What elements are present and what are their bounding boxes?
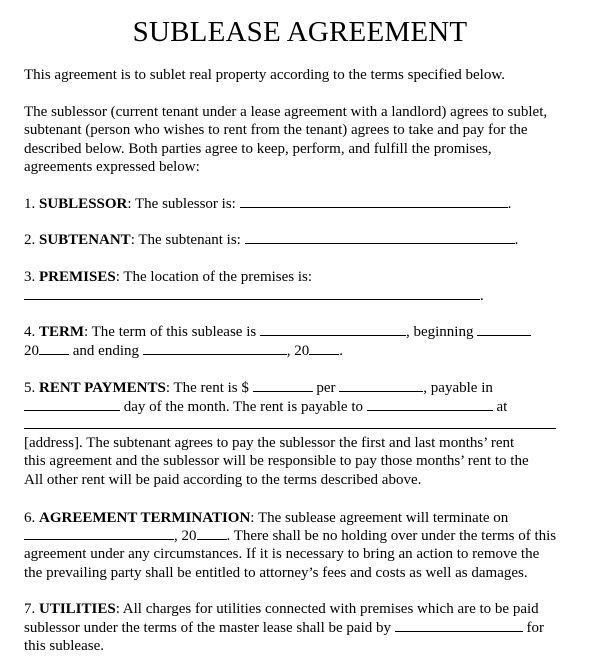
utilities-payer-blank[interactable] (395, 619, 523, 632)
termination-line-2: , 20 . There shall be no holding over under the terms of this (24, 527, 556, 546)
paragraph-line: subtenant (person who wishes to rent from the tenant) agrees to take and pay for the (24, 122, 528, 138)
term-end-year-blank[interactable] (309, 342, 339, 355)
termination-year-blank[interactable] (197, 527, 227, 540)
paragraph-line: agreements expressed below: (24, 159, 200, 175)
section-term: 4. TERM: The term of this sublease is , beginning (24, 323, 531, 342)
premises-location-blank[interactable] (24, 287, 480, 300)
section-number: 4. (24, 324, 36, 340)
section-text: : The sublessor is: (127, 196, 236, 212)
section-premises (24, 268, 312, 287)
section-text: : The rent is $ (165, 380, 249, 396)
termination-date-blank[interactable] (24, 527, 174, 540)
section-heading: RENT PAYMENTS (39, 380, 166, 396)
section-heading: UTILITIES (39, 601, 116, 617)
section-text: : The subtenant is: (130, 232, 241, 248)
section-heading: SUBLESSOR (39, 196, 128, 212)
paragraph-line: this agreement and the sublessor will be responsible to pay those months’ rent to the (24, 453, 529, 469)
sublessor-name-blank[interactable] (240, 195, 508, 208)
paragraph-line: [address]. The subtenant agrees to pay the sublessor the first and last months’ rent (24, 435, 515, 451)
section-text: : The sublease agreement will terminate on (250, 510, 509, 526)
page-title: SUBLEASE AGREEMENT (132, 16, 468, 48)
rent-payee-blank[interactable] (367, 398, 493, 411)
paragraph-line: agreement under any circumstances. If it is necessary to bring an action to remove the (24, 546, 540, 562)
subtenant-name-blank[interactable] (245, 231, 515, 244)
section-text: : The location of the premises is: (115, 269, 313, 285)
term-begin-year-blank[interactable] (39, 342, 69, 355)
term-length-blank[interactable] (260, 323, 406, 336)
section-termination (24, 509, 508, 528)
rent-amount-blank[interactable] (253, 379, 313, 392)
section-text: : The term of this sublease is (84, 324, 257, 340)
rent-day-blank[interactable] (24, 398, 120, 411)
section-heading: PREMISES (39, 269, 116, 285)
paragraph-line: described below. Both parties agree to keep, perform, and fulfill the promises, (24, 141, 492, 157)
rent-address-line (24, 416, 556, 435)
intro-text: This agreement is to sublet real property according to the terms specified below. (24, 67, 505, 83)
utilities-line-2: sublessor under the terms of the master lease shall be paid by for (24, 620, 544, 636)
section-number: 7. (24, 601, 36, 617)
rent-line-2: day of the month. The rent is payable to at (24, 398, 507, 417)
section-heading: AGREEMENT TERMINATION (39, 510, 251, 526)
paragraph-line: All other rent will be paid according to the terms described above. (24, 472, 422, 488)
rent-address-blank[interactable] (24, 416, 556, 429)
section-number: 5. (24, 380, 36, 396)
term-begin-blank[interactable] (477, 323, 531, 336)
section-rent: 5. RENT PAYMENTS: The rent is $ per , payable in (24, 380, 493, 396)
term-end-blank[interactable] (143, 342, 287, 355)
section-number: 3. (24, 269, 36, 285)
rent-period-blank[interactable] (339, 379, 423, 392)
section-utilities (24, 600, 539, 619)
section-number: 1. (24, 196, 36, 212)
section-subtenant: 2. SUBTENANT: The subtenant is: . (24, 232, 519, 248)
term-line-2: 20 and ending , 20 . (24, 343, 343, 359)
premises-line: . (24, 287, 484, 306)
section-number: 6. (24, 510, 36, 526)
paragraph-line: the prevailing party shall be entitled to attorney’s fees and costs as well as damages. (24, 565, 528, 581)
section-heading: SUBTENANT (39, 232, 131, 248)
section-sublessor: 1. SUBLESSOR: The sublessor is: . (24, 196, 512, 212)
section-heading: TERM (39, 324, 84, 340)
section-text: : All charges for utilities connected with premises which are to be paid (115, 601, 539, 617)
section-number: 2. (24, 232, 36, 248)
paragraph-line: The sublessor (current tenant under a lease agreement with a landlord) agrees to sublet, (24, 104, 548, 120)
paragraph-line: this sublease. (24, 638, 104, 654)
